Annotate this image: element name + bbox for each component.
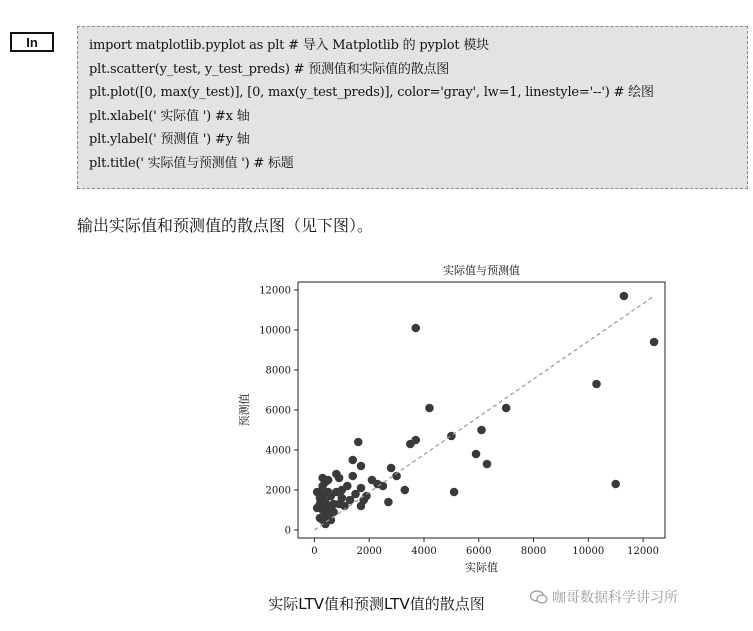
- x-tick-label: 10000: [572, 546, 605, 557]
- scatter-point: [359, 496, 368, 505]
- scatter-point: [316, 514, 325, 523]
- scatter-chart: [232, 258, 692, 583]
- scatter-point: [620, 292, 629, 301]
- code-line: plt.ylabel(' 预测值 ') #y 轴: [89, 132, 250, 148]
- scatter-point: [483, 460, 492, 469]
- scatter-point: [472, 450, 481, 459]
- x-tick-label: 6000: [466, 546, 492, 557]
- scatter-point: [357, 462, 366, 471]
- scatter-point: [313, 504, 322, 513]
- watermark-text: 咖哥数据科学讲习所: [552, 590, 678, 606]
- input-cell-badge: In: [10, 32, 54, 52]
- x-axis-label: 实际值: [465, 561, 498, 574]
- scatter-point: [379, 482, 388, 491]
- scatter-point: [425, 404, 434, 413]
- watermark: [530, 587, 678, 607]
- code-line: plt.xlabel(' 实际值 ') #x 轴: [89, 108, 250, 124]
- code-block: [77, 26, 748, 189]
- scatter-point: [354, 438, 363, 447]
- code-line: plt.scatter(y_test, y_test_preds) # 预测值和实际值的散点图: [89, 61, 450, 77]
- scatter-point: [406, 440, 415, 449]
- scatter-point: [384, 498, 393, 507]
- y-tick-label: 10000: [259, 325, 291, 337]
- code-line: plt.title(' 实际值与预测值 ') # 标题: [89, 155, 294, 171]
- y-tick-label: 12000: [259, 285, 291, 297]
- y-tick-label: 0: [284, 525, 291, 537]
- y-tick-label: 6000: [265, 405, 291, 417]
- scatter-point: [313, 488, 322, 497]
- scatter-point: [411, 324, 420, 333]
- output-caption: 输出实际值和预测值的散点图（见下图）。: [77, 216, 374, 235]
- wechat-icon: [530, 590, 548, 604]
- scatter-point: [592, 380, 601, 389]
- scatter-point: [348, 456, 357, 465]
- x-tick-label: 8000: [520, 546, 547, 557]
- scatter-point: [611, 480, 620, 489]
- scatter-point: [343, 482, 352, 491]
- code-line: plt.plot([0, max(y_test)], [0, max(y_test_preds)], color='gray', lw=1, linestyle='--') # 绘图: [89, 85, 654, 101]
- chart-title: 实际值与预测值: [443, 264, 520, 277]
- scatter-point: [650, 338, 659, 347]
- x-tick-label: 4000: [411, 546, 437, 557]
- scatter-point: [502, 404, 511, 413]
- y-tick-label: 8000: [265, 365, 291, 377]
- y-tick-label: 4000: [265, 445, 291, 457]
- y-tick-label: 2000: [265, 485, 291, 497]
- x-tick-label: 0: [311, 546, 318, 557]
- scatter-point: [401, 486, 410, 495]
- scatter-point: [387, 464, 396, 473]
- scatter-point: [450, 488, 459, 497]
- code-line: import matplotlib.pyplot as plt # 导入 Matplotlib 的 pyplot 模块: [89, 38, 489, 53]
- x-tick-label: 12000: [627, 546, 659, 557]
- reference-line: [314, 296, 654, 530]
- scatter-point: [348, 472, 357, 481]
- figure-caption: 实际LTV值和预测LTV值的散点图: [268, 595, 485, 613]
- x-tick-label: 2000: [356, 546, 382, 557]
- y-axis-label: 预测值: [238, 393, 251, 427]
- scatter-point: [477, 426, 486, 435]
- scatter-point: [335, 474, 344, 483]
